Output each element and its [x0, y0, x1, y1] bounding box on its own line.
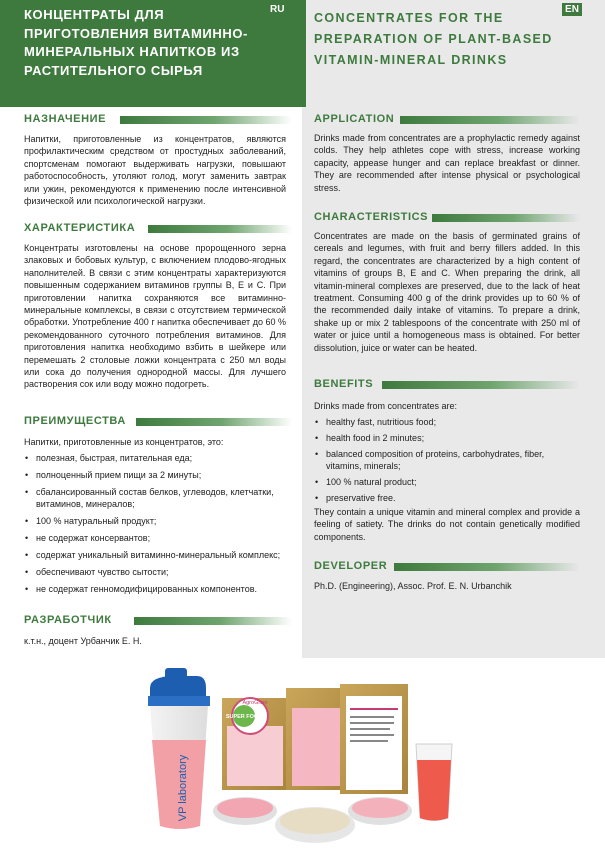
juice-glass — [416, 744, 452, 821]
product-photo-illustration — [0, 658, 605, 851]
list-item: • обеспечивают чувство сытости; — [24, 567, 286, 579]
list-item: • preservative free. — [314, 493, 580, 505]
en-characteristics-text: Concentrates are made on the basis of germinated grains of cereals and legumes, with fruit and berry fillers added. In this regard, the concentrates are characterized by a high content of vitamins of groups B, E and C. When preparing the drink, all vitamin-mineral complexes are preserved, due to the lack of heat treatment. Consuming 400 g of the drink provides up to 60 % of the recommended daily intake of vitamins. To prepare a drink, shake up or mix 2 tablespoons of the concentrate with 250 ml of water or juice until a homogeneous mass is obtained. For better dissolution, juice or water can be heated. — [314, 231, 580, 353]
en-application-text: Drinks made from concentrates are a prophylactic remedy against colds. They help athletes cope with stress, increase working capacity, appease hunger and can replace breakfast or dinner. They are recommended after intense physical or psychological stress. — [314, 133, 580, 193]
en-application-heading: APPLICATION — [314, 113, 395, 125]
list-item: • 100 % natural product; — [314, 477, 580, 489]
en-benefits-list — [314, 417, 580, 509]
en-benefits-heading: BENEFITS — [314, 378, 374, 390]
packet-middle — [286, 688, 346, 790]
en-developer-heading: DEVELOPER — [314, 560, 388, 572]
ru-purpose-text: Напитки, приготовленные из концентратов, являются профилактическим средством от простудных заболеваний, спортсменам помогают выдерживать нагрузки, повышают работоспособность, утоляют голод, могут заменить завтрак или ужин, рекомендуются к применению после интенсивной физической или психологической нагрузки. — [24, 134, 286, 207]
ru-characteristics-text: Концентраты изготовлены на основе пророщенного зерна злаковых и бобовых культур, с включением плодово-ягодных наполнителей. В связи с этим концентраты характеризуются повышенным содержанием витаминов группы В, Е и С. При приготовлении напитка сохраняются все витаминно-минеральные комплексы, в связи с отсутствием термической обработки. Употребление 400 г напитка обеспечивает до 60 % рекомендованного суточного потребления витаминов. Для приготовления напитка необходимо взбить в шейкере или перемешать 2 столовые ложки концентрата с 250 мл воды или сока до получения однородной массы. Для лучшего растворения сок или воду можно подогреть. — [24, 243, 286, 390]
ru-advantages-intro: Напитки, приготовленные из концентратов, это: — [24, 437, 224, 447]
list-item: • содержат уникальный витаминно-минеральный комплекс; — [24, 550, 286, 562]
ru-developer-text: к.т.н., доцент Урбанчик Е. Н. — [24, 636, 142, 646]
pack-label: SUPER FOOD — [225, 714, 263, 720]
bowl-middle — [275, 807, 355, 843]
en-application-bar — [400, 116, 580, 124]
list-item: • balanced composition of proteins, carbohydrates, fiber, vitamins, minerals; — [314, 449, 580, 472]
ru-advantages-list — [24, 453, 286, 601]
product-photo — [0, 658, 605, 851]
list-item: • healthy fast, nutritious food; — [314, 417, 580, 429]
ru-purpose-bar — [120, 116, 292, 124]
ru-language-tag: RU — [270, 4, 285, 15]
ru-characteristics-heading: ХАРАКТЕРИСТИКА — [24, 222, 136, 234]
list-item: • не содержат консервантов; — [24, 533, 286, 545]
en-title-accent-bar — [302, 0, 306, 107]
shaker-label: VP laboratory — [177, 754, 189, 822]
bowl-left — [213, 797, 277, 825]
list-item: • 100 % натуральный продукт; — [24, 516, 286, 528]
bowl-right — [348, 797, 412, 825]
list-item: • health food in 2 minutes; — [314, 433, 580, 445]
en-characteristics-heading: CHARACTERISTICS — [314, 211, 429, 223]
en-benefits-intro: Drinks made from concentrates are: — [314, 401, 458, 411]
en-benefits-outro: They contain a unique vitamin and mineral complex and provide a feeling of satiety. The drinks do not contain genetically modified components. — [314, 507, 580, 542]
ru-advantages-heading: ПРЕИМУЩЕСТВА — [24, 415, 126, 427]
packet-right — [340, 684, 408, 794]
brand-label: AgroGrain — [242, 700, 268, 706]
ru-developer-heading: РАЗРАБОТЧИК — [24, 614, 112, 626]
ru-characteristics-bar — [148, 225, 292, 233]
en-language-tag: EN — [562, 3, 582, 16]
ru-purpose-heading: НАЗНАЧЕНИЕ — [24, 113, 107, 125]
en-benefits-bar — [382, 381, 580, 389]
en-developer-text: Ph.D. (Engineering), Assoc. Prof. E. N. Urbanchik — [314, 581, 512, 591]
en-characteristics-bar — [432, 214, 580, 222]
ru-developer-bar — [134, 617, 292, 625]
packet-left — [222, 698, 288, 790]
en-page-title: CONCENTRATES FOR THE PREPARATION OF PLANT-BASED VITAMIN-MINERAL DRINKS — [314, 11, 553, 67]
ru-advantages-bar — [136, 418, 292, 426]
list-item: • не содержат генномодифицированных компонентов. — [24, 584, 286, 596]
ru-page-title: КОНЦЕНТРАТЫ ДЛЯ ПРИГОТОВЛЕНИЯ ВИТАМИННО-МИНЕРАЛЬНЫХ НАПИТКОВ ИЗ РАСТИТЕЛЬНОГО СЫРЬЯ — [24, 7, 248, 78]
list-item: • сбалансированный состав белков, углеводов, клетчатки, витаминов, минералов; — [24, 487, 286, 510]
en-developer-bar — [394, 563, 580, 571]
list-item: • полезная, быстрая, питательная еда; — [24, 453, 286, 465]
list-item: • полноценный прием пищи за 2 минуты; — [24, 470, 286, 482]
